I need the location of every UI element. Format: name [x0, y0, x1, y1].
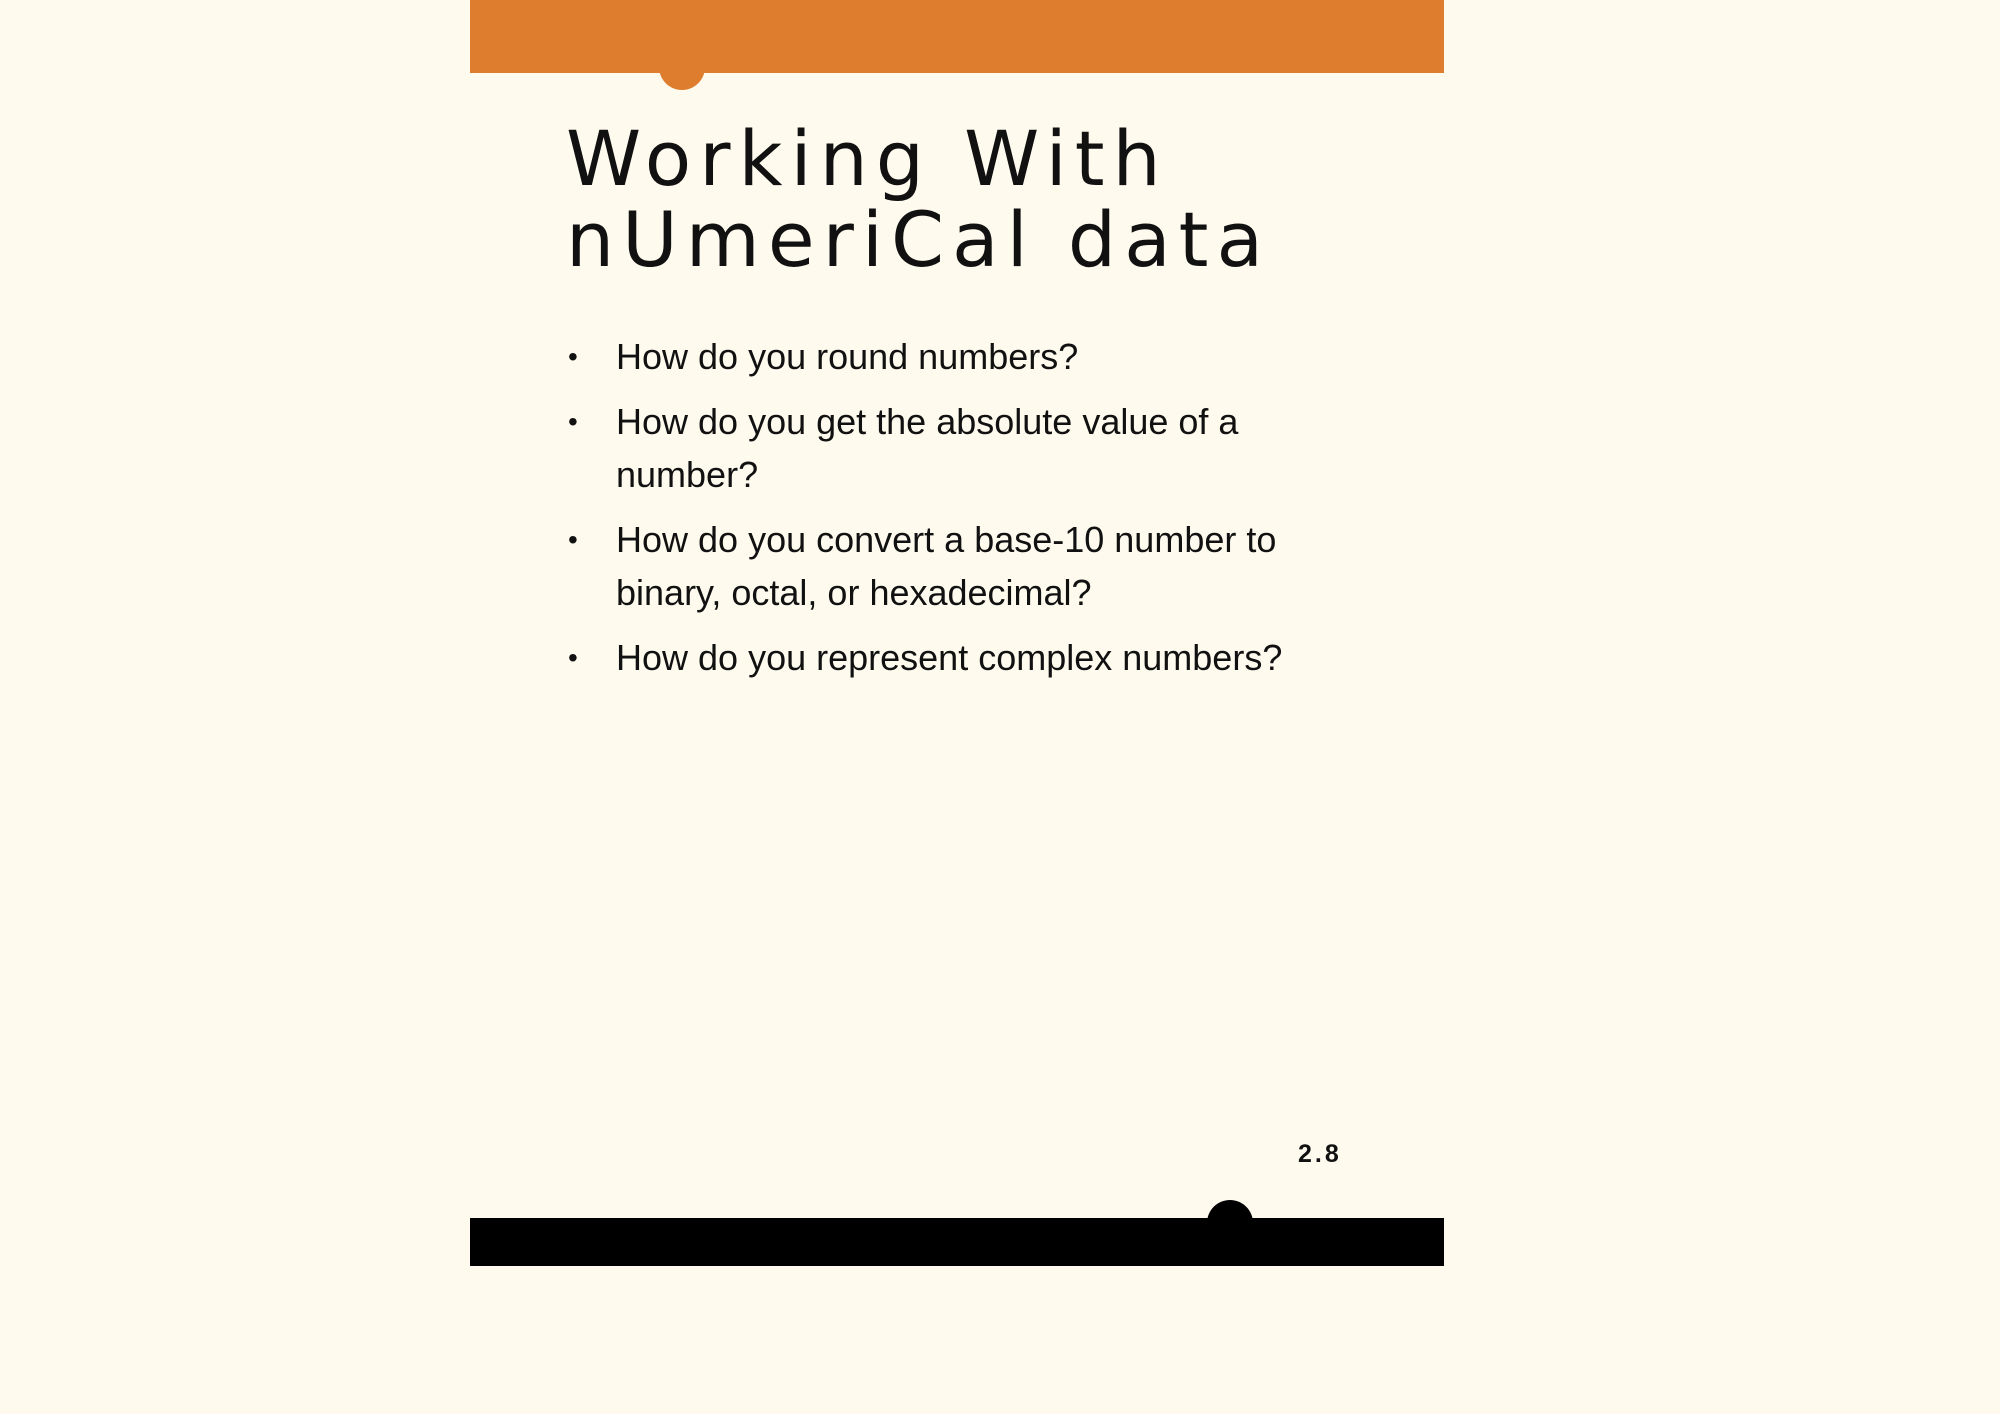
bottom-footer-bar — [470, 1218, 1444, 1266]
slide-title-line-1: Working With — [566, 114, 1169, 203]
bullet-text: How do you get the absolute value of a number? — [616, 401, 1239, 495]
bullet-marker: • — [568, 642, 578, 673]
bullet-item — [566, 631, 1326, 684]
bullet-text: How do you represent complex numbers? — [616, 637, 1283, 678]
bullet-item — [566, 330, 1326, 383]
bullet-marker: • — [568, 341, 578, 372]
bullet-item — [566, 513, 1326, 619]
slide-title-line-2: nUmeriCal data — [566, 195, 1272, 284]
bullet-list — [566, 330, 1326, 696]
bullet-item — [566, 395, 1326, 501]
bullet-marker: • — [568, 406, 578, 437]
bullet-marker: • — [568, 524, 578, 555]
page-number: 2.8 — [1298, 1140, 1342, 1168]
bullet-text: How do you round numbers? — [616, 336, 1079, 377]
top-accent-dot — [659, 44, 705, 90]
slide-title — [566, 114, 1406, 284]
bullet-text: How do you convert a base-10 number to binary, octal, or hexadecimal? — [616, 519, 1277, 613]
top-accent-bar — [470, 0, 1444, 73]
